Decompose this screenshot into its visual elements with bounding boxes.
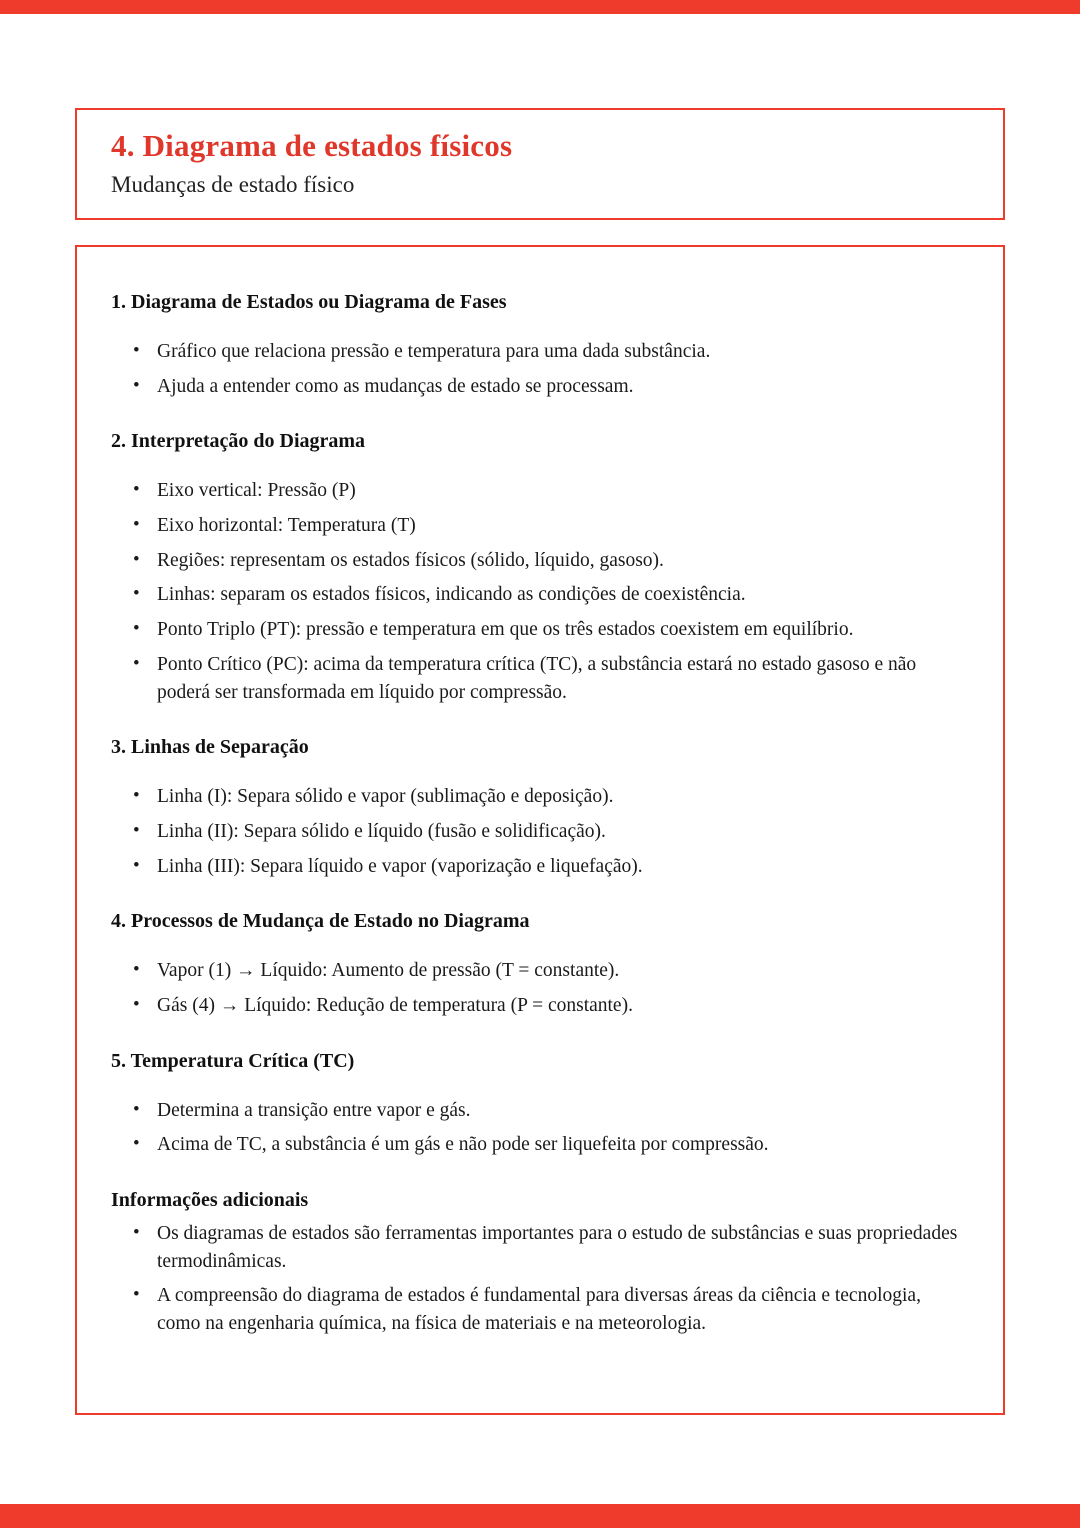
bullet-item: • Gráfico que relaciona pressão e temperatura para uma dada substância. (127, 338, 965, 366)
content-box (75, 245, 1005, 1415)
bullet-item: • Regiões: representam os estados físicos (sólido, líquido, gasoso). (127, 547, 965, 575)
content-section (111, 1189, 965, 1338)
bullet-item: • Os diagramas de estados são ferramentas importantes para o estudo de substâncias e suas propriedades termodinâmicas. (127, 1220, 965, 1275)
top-red-bar (0, 0, 1080, 14)
page-subtitle: Mudanças de estado físico (111, 172, 355, 197)
sections-container (111, 291, 965, 1338)
bullet-item: • Linha (II): Separa sólido e líquido (fusão e solidificação). (127, 818, 965, 846)
content-section (111, 736, 965, 880)
bullet-item: • Vapor (1) → Líquido: Aumento de pressão (T = constante). (127, 957, 965, 985)
section-heading: 2. Interpretação do Diagrama (111, 430, 366, 453)
content-section (111, 910, 965, 1019)
title-box (75, 108, 1005, 220)
content-section (111, 291, 965, 400)
bullet-list (127, 1220, 965, 1338)
content-section (111, 430, 965, 706)
bullet-item: • Gás (4) → Líquido: Redução de temperatura (P = constante). (127, 992, 965, 1020)
bullet-item: • Ponto Triplo (PT): pressão e temperatura em que os três estados coexistem em equilíbrio. (127, 616, 965, 644)
bullet-list (127, 477, 965, 706)
bullet-item: • Eixo horizontal: Temperatura (T) (127, 512, 965, 540)
section-heading: Informações adicionais (111, 1189, 309, 1211)
bottom-red-bar (0, 1504, 1080, 1528)
section-heading: 3. Linhas de Separação (111, 736, 309, 759)
bullet-item: • Acima de TC, a substância é um gás e não pode ser liquefeita por compressão. (127, 1131, 965, 1159)
bullet-list (127, 783, 965, 880)
bullet-item: • Eixo vertical: Pressão (P) (127, 477, 965, 505)
bullet-item: • Determina a transição entre vapor e gás. (127, 1097, 965, 1125)
section-heading: 1. Diagrama de Estados ou Diagrama de Fases (111, 291, 507, 313)
bullet-list (127, 957, 965, 1019)
content-section (111, 1050, 965, 1159)
bullet-item: • A compreensão do diagrama de estados é fundamental para diversas áreas da ciência e tecnologia, como na engenharia química, na física de materiais e na meteorologia. (127, 1282, 965, 1337)
page-title: 4. Diagrama de estados físicos (111, 128, 513, 163)
bullet-item: • Linha (I): Separa sólido e vapor (sublimação e deposição). (127, 783, 965, 811)
bullet-list (127, 338, 965, 400)
bullet-item: • Ponto Crítico (PC): acima da temperatura crítica (TC), a substância estará no estado gasoso e não poderá ser transformada em líquido por compressão. (127, 651, 965, 706)
bullet-item: • Linhas: separam os estados físicos, indicando as condições de coexistência. (127, 581, 965, 609)
bullet-list (127, 1097, 965, 1159)
bullet-item: • Linha (III): Separa líquido e vapor (vaporização e liquefação). (127, 853, 965, 881)
section-heading: 4. Processos de Mudança de Estado no Diagrama (111, 910, 530, 933)
section-heading: 5. Temperatura Crítica (TC) (111, 1049, 355, 1072)
bullet-item: • Ajuda a entender como as mudanças de estado se processam. (127, 373, 965, 401)
